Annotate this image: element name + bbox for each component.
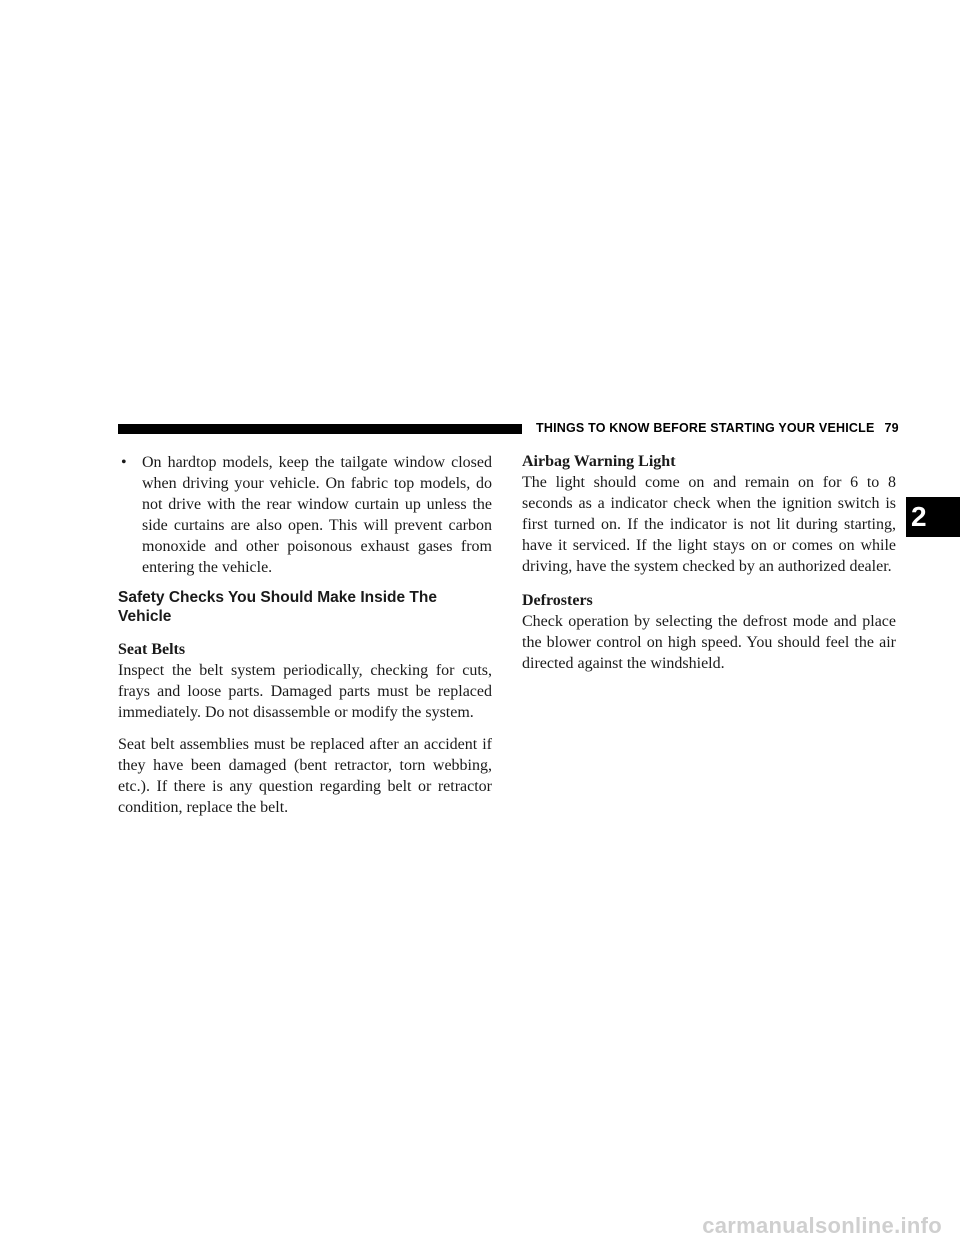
seat-belts-paragraph-1: Inspect the belt system periodically, checking for cuts, frays and loose parts. Damaged parts must be replaced immediately. Do not disassemble or modify the system.	[118, 662, 492, 721]
defrosters-heading: Defrosters	[522, 592, 593, 609]
bullet-icon: •	[121, 454, 127, 471]
seat-belts-paragraph-2: Seat belt assemblies must be replaced after an accident if they have been damaged (bent retractor, torn webbing, etc.). If there is any question regarding belt or retractor condition, replace the belt.	[118, 736, 492, 816]
bullet-item	[118, 452, 492, 578]
section-heading: Safety Checks You Should Make Inside The Vehicle	[118, 589, 437, 625]
chapter-tab: 2	[906, 497, 960, 537]
right-column	[522, 452, 896, 674]
seat-belts-heading: Seat Belts	[118, 641, 186, 658]
airbag-heading: Airbag Warning Light	[522, 453, 676, 470]
page-number: 79	[884, 421, 899, 435]
bullet-text: On hardtop models, keep the tailgate window closed when driving your vehicle. On fabric top models, do not drive with the rear window curtain up unless the side curtains are also open. This will prevent carbon monoxide and other poisonous exhaust gases from entering the vehicle.	[142, 454, 492, 576]
watermark-logo: carmanualsonline.info	[702, 1213, 942, 1238]
airbag-paragraph: The light should come on and remain on for 6 to 8 seconds as a indicator check when the ignition switch is first turned on. If the indicator is not lit during starting, have it serviced. If the light stays on or comes on while driving, have the system checked by an authorized dealer.	[522, 474, 896, 575]
header-rule	[118, 424, 522, 434]
running-header	[536, 421, 899, 435]
header-title: THINGS TO KNOW BEFORE STARTING YOUR VEHICLE	[536, 421, 875, 435]
left-column	[118, 452, 492, 818]
defrosters-paragraph: Check operation by selecting the defrost mode and place the blower control on high speed. You should feel the air directed against the windshield.	[522, 613, 896, 672]
